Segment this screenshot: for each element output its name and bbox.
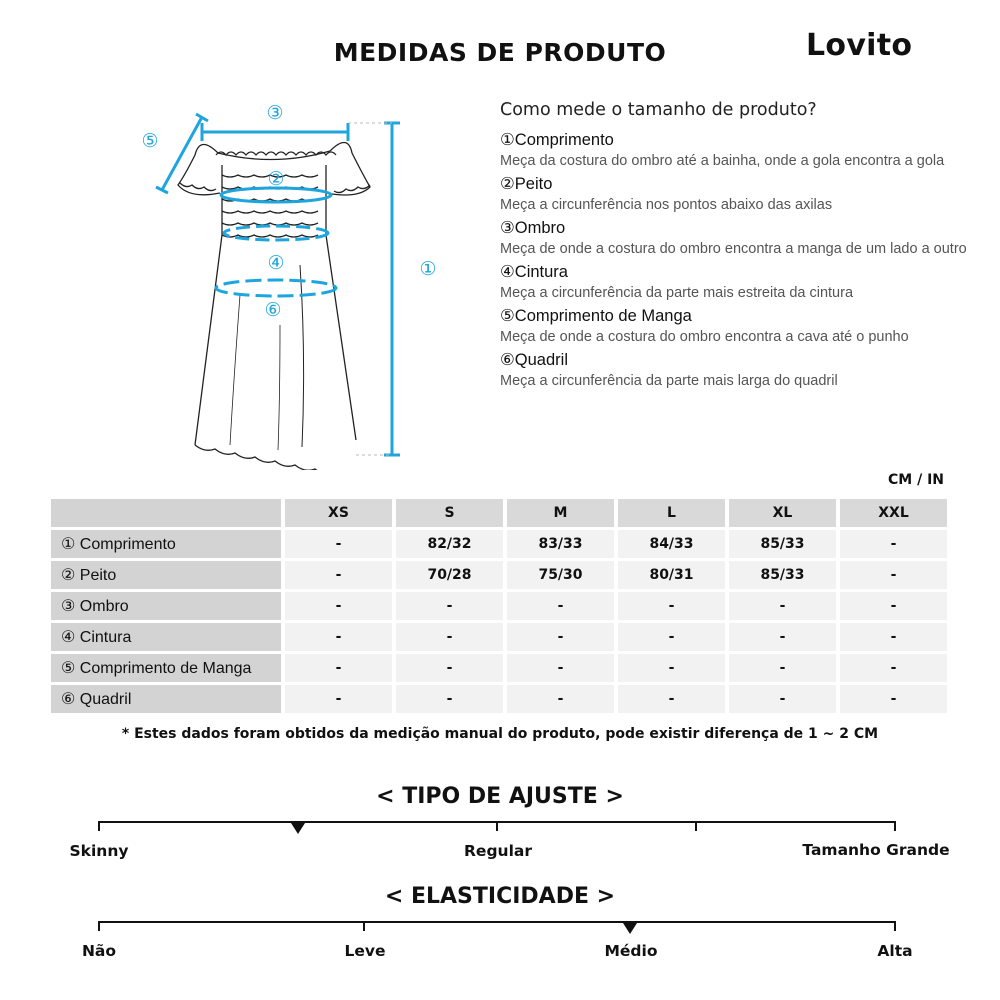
table-cell: - bbox=[618, 623, 725, 651]
label-sleeve: ⑤ bbox=[141, 130, 159, 152]
instruction-item bbox=[500, 218, 970, 260]
table-row bbox=[51, 592, 947, 620]
table-cell: - bbox=[840, 685, 947, 713]
page-title: MEDIDAS DE PRODUTO bbox=[333, 38, 667, 67]
table-row bbox=[51, 623, 947, 651]
instruction-desc: Meça a circunferência da parte mais larga do quadril bbox=[500, 373, 838, 389]
scale-tick bbox=[496, 821, 498, 831]
scale-tick bbox=[363, 921, 365, 931]
scale-tick bbox=[894, 921, 896, 931]
table-cell: - bbox=[285, 623, 392, 651]
size-table bbox=[47, 496, 951, 716]
fit-label-regular: Regular bbox=[464, 842, 532, 860]
brand-logo: Lovito bbox=[806, 28, 913, 63]
table-cell: - bbox=[285, 592, 392, 620]
table-cell: - bbox=[729, 685, 836, 713]
row-label: ④ Cintura bbox=[51, 623, 281, 651]
unit-label: CM / IN bbox=[888, 472, 944, 488]
instruction-title: ⑤Comprimento de Manga bbox=[500, 307, 692, 325]
table-cell: 80/31 bbox=[618, 561, 725, 589]
table-cell: 85/33 bbox=[729, 530, 836, 558]
table-cell: - bbox=[396, 592, 503, 620]
table-cell: 85/33 bbox=[729, 561, 836, 589]
label-chest: ② bbox=[267, 168, 285, 190]
table-cell: 75/30 bbox=[507, 561, 614, 589]
fit-type-title: < TIPO DE AJUSTE > bbox=[376, 784, 624, 809]
size-header: S bbox=[396, 499, 503, 527]
table-cell: - bbox=[729, 654, 836, 682]
row-label: ③ Ombro bbox=[51, 592, 281, 620]
size-header: M bbox=[507, 499, 614, 527]
table-cell: - bbox=[285, 685, 392, 713]
table-row bbox=[51, 561, 947, 589]
fit-label-skinny: Skinny bbox=[69, 842, 129, 860]
instruction-desc: Meça a circunferência da parte mais estreita da cintura bbox=[500, 285, 854, 301]
row-label: ⑥ Quadril bbox=[51, 685, 281, 713]
table-cell: - bbox=[507, 685, 614, 713]
table-cell: - bbox=[285, 561, 392, 589]
measurement-note: * Estes dados foram obtidos da medição manual do produto, pode existir diferença de 1 ~ 2 CM bbox=[121, 726, 879, 742]
elasticity-title: < ELASTICIDADE > bbox=[384, 884, 616, 909]
scale-tick bbox=[98, 921, 100, 931]
instruction-title: ④Cintura bbox=[500, 263, 568, 281]
table-cell: - bbox=[396, 654, 503, 682]
size-header: L bbox=[618, 499, 725, 527]
instruction-item bbox=[500, 262, 970, 304]
table-cell: - bbox=[618, 592, 725, 620]
table-cell: - bbox=[840, 530, 947, 558]
table-cell: - bbox=[618, 685, 725, 713]
scale-tick bbox=[98, 821, 100, 831]
instructions-question: Como mede o tamanho de produto? bbox=[500, 100, 817, 120]
label-waist: ④ bbox=[267, 252, 285, 274]
scale-tick bbox=[894, 821, 896, 831]
table-cell: - bbox=[396, 623, 503, 651]
size-header: XXL bbox=[840, 499, 947, 527]
size-header: XS bbox=[285, 499, 392, 527]
table-row bbox=[51, 685, 947, 713]
table-cell: - bbox=[840, 623, 947, 651]
instruction-desc: Meça da costura do ombro até a bainha, onde a gola encontra a gola bbox=[500, 153, 945, 169]
table-cell: - bbox=[285, 654, 392, 682]
elasticity-label-light: Leve bbox=[344, 942, 386, 960]
size-header: XL bbox=[729, 499, 836, 527]
instruction-desc: Meça de onde a costura do ombro encontra a cava até o punho bbox=[500, 329, 909, 345]
fit-label-plus: Tamanho Grande bbox=[802, 841, 950, 859]
label-hip: ⑥ bbox=[264, 299, 282, 321]
table-cell: - bbox=[729, 592, 836, 620]
row-label: ① Comprimento bbox=[51, 530, 281, 558]
table-cell: - bbox=[507, 592, 614, 620]
table-cell: - bbox=[285, 530, 392, 558]
row-label: ② Peito bbox=[51, 561, 281, 589]
instruction-title: ②Peito bbox=[500, 175, 553, 193]
table-cell: - bbox=[840, 561, 947, 589]
instruction-item bbox=[500, 174, 970, 216]
scale-tick bbox=[695, 821, 697, 831]
table-cell: - bbox=[507, 623, 614, 651]
instruction-desc: Meça de onde a costura do ombro encontra a manga de um lado a outro bbox=[500, 241, 967, 257]
table-cell: 83/33 bbox=[507, 530, 614, 558]
table-cell: 84/33 bbox=[618, 530, 725, 558]
table-cell: - bbox=[396, 685, 503, 713]
instruction-desc: Meça a circunferência nos pontos abaixo das axilas bbox=[500, 197, 833, 213]
label-length: ① bbox=[419, 258, 437, 280]
table-row bbox=[51, 654, 947, 682]
table-row bbox=[51, 530, 947, 558]
measurement-instructions bbox=[500, 100, 970, 392]
table-cell: - bbox=[840, 654, 947, 682]
dress-measurement-diagram bbox=[130, 95, 460, 470]
instruction-title: ③Ombro bbox=[500, 219, 566, 237]
instruction-item bbox=[500, 130, 970, 172]
instruction-title: ⑥Quadril bbox=[500, 351, 568, 369]
table-cell: 70/28 bbox=[396, 561, 503, 589]
table-cell: - bbox=[507, 654, 614, 682]
instruction-title: ①Comprimento bbox=[500, 131, 614, 149]
table-cell: 82/32 bbox=[396, 530, 503, 558]
table-cell: - bbox=[840, 592, 947, 620]
table-corner bbox=[51, 499, 281, 527]
table-cell: - bbox=[618, 654, 725, 682]
table-header-row bbox=[51, 499, 947, 527]
elasticity-scale bbox=[98, 921, 896, 923]
label-shoulder: ③ bbox=[266, 102, 284, 124]
instruction-item bbox=[500, 350, 970, 392]
elasticity-label-none: Não bbox=[81, 942, 117, 960]
row-label: ⑤ Comprimento de Manga bbox=[51, 654, 281, 682]
instruction-item bbox=[500, 306, 970, 348]
elasticity-label-high: Alta bbox=[877, 942, 913, 960]
elasticity-marker bbox=[623, 923, 637, 934]
fit-type-marker bbox=[291, 823, 305, 834]
elasticity-label-medium: Médio bbox=[604, 942, 658, 960]
table-cell: - bbox=[729, 623, 836, 651]
